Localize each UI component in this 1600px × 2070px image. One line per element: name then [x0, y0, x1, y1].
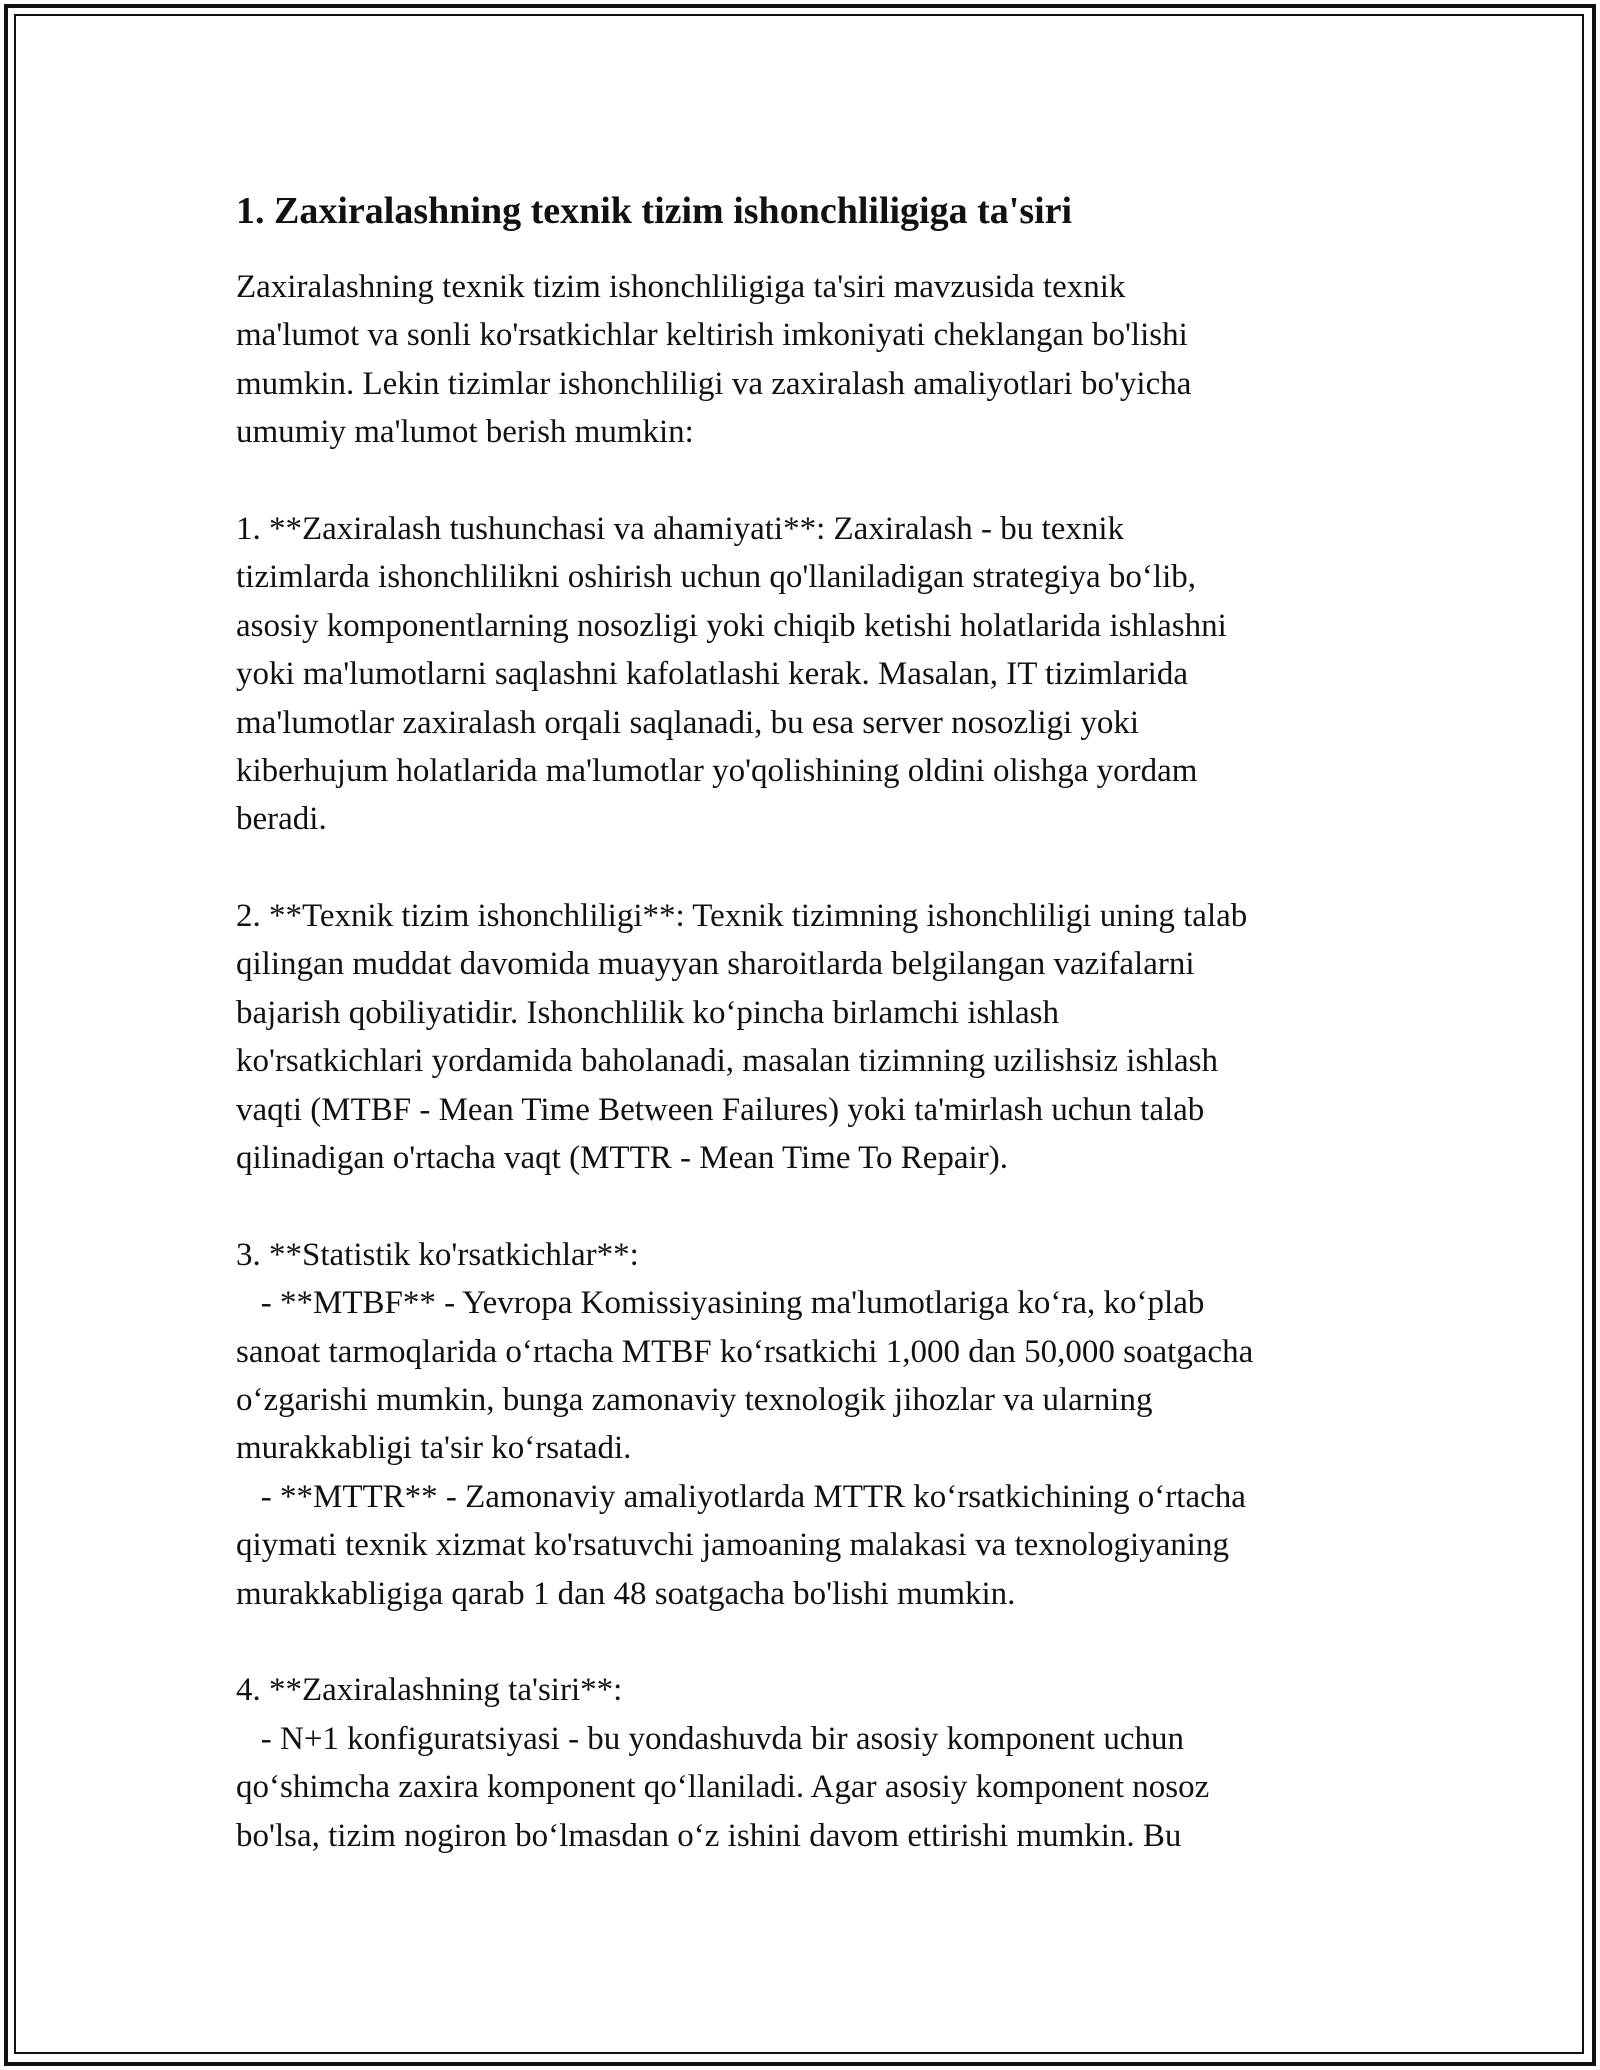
document-text	[236, 263, 1416, 1860]
text-line: ko'rsatkichlari yordamida baholanadi, masalan tizimning uzilishsiz ishlash	[236, 1043, 1218, 1080]
blank-line	[236, 1182, 1416, 1230]
text-line: 3. **Statistik ko'rsatkichlar**:	[236, 1236, 639, 1273]
text-line: asosiy komponentlarning nosozligi yoki chiqib ketishi holatlarida ishlashni	[236, 607, 1227, 644]
text-line: sanoat tarmoqlarida o‘rtacha MTBF ko‘rsatkichi 1,000 dan 50,000 soatgacha	[236, 1333, 1254, 1370]
blank-line	[236, 844, 1416, 892]
text-line: - N+1 konfiguratsiyasi - bu yondashuvda bir asosiy komponent uchun	[236, 1720, 1184, 1757]
text-line: bajarish qobiliyatidir. Ishonchlilik ko‘pincha birlamchi ishlash	[236, 994, 1060, 1031]
text-line: beradi.	[236, 801, 327, 838]
text-line: Zaxiralashning texnik tizim ishonchliligiga ta'siri mavzusida texnik	[236, 269, 1126, 305]
text-line: vaqti (MTBF - Mean Time Between Failures) yoki ta'mirlash uchun talab	[236, 1091, 1205, 1128]
text-line: - **MTTR** - Zamonaviy amaliyotlarda MTTR ko‘rsatkichining o‘rtacha	[236, 1478, 1246, 1515]
document-body	[236, 185, 1416, 1860]
text-line: murakkabligi ta'sir ko‘rsatadi.	[236, 1430, 632, 1467]
text-line: qiymati texnik xizmat ko'rsatuvchi jamoaning malakasi va texnologiyaning	[236, 1527, 1229, 1564]
text-line: 2. **Texnik tizim ishonchliligi**: Texnik tizimning ishonchliligi uning talab	[236, 898, 1248, 935]
blank-line	[236, 457, 1416, 505]
text-line: qilinadigan o'rtacha vaqt (MTTR - Mean Time To Repair).	[236, 1140, 1008, 1177]
text-line: qilingan muddat davomida muayyan sharoitlarda belgilangan vazifalarni	[236, 946, 1195, 983]
text-line: 1. **Zaxiralash tushunchasi va ahamiyati**: Zaxiralash - bu texnik	[236, 510, 1125, 547]
text-line: bo'lsa, tizim nogiron bo‘lmasdan o‘z ishini davom ettirishi mumkin. Bu	[236, 1817, 1182, 1854]
text-line: qo‘shimcha zaxira komponent qo‘llaniladi. Agar asosiy komponent nosoz	[236, 1769, 1210, 1806]
text-line: yoki ma'lumotlarni saqlashni kafolatlashi kerak. Masalan, IT tizimlarida	[236, 656, 1188, 693]
text-line: ma'lumot va sonli ko'rsatkichlar keltirish imkoniyati cheklangan bo'lishi	[236, 317, 1188, 354]
text-line: o‘zgarishi mumkin, bunga zamonaviy texnologik jihozlar va ularning	[236, 1381, 1153, 1418]
text-line: 4. **Zaxiralashning ta'siri**:	[236, 1672, 623, 1709]
text-line: - **MTBF** - Yevropa Komissiyasining ma'lumotlariga ko‘ra, ko‘plab	[236, 1285, 1205, 1322]
document-heading: 1. Zaxiralashning texnik tizim ishonchliligiga ta'siri	[236, 190, 1073, 232]
blank-line	[236, 1618, 1416, 1666]
text-line: kiberhujum holatlarida ma'lumotlar yo'qolishining oldini olishga yordam	[236, 752, 1198, 789]
text-line: mumkin. Lekin tizimlar ishonchliligi va zaxiralash amaliyotlari bo'yicha	[236, 365, 1192, 402]
text-line: umumiy ma'lumot berish mumkin:	[236, 414, 694, 451]
text-line: ma'lumotlar zaxiralash orqali saqlanadi, bu esa server nosozligi yoki	[236, 704, 1140, 741]
text-line: murakkabligiga qarab 1 dan 48 soatgacha bo'lishi mumkin.	[236, 1575, 1016, 1612]
text-line: tizimlarda ishonchlilikni oshirish uchun qo'llaniladigan strategiya bo‘lib,	[236, 559, 1197, 596]
